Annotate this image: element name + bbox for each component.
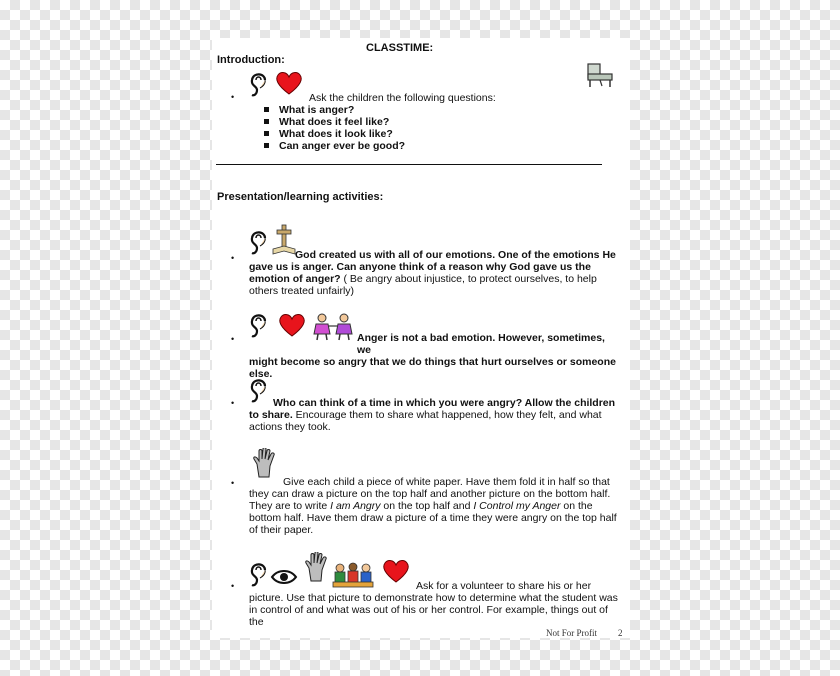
text-line: actions they took. xyxy=(249,421,331,433)
text-line xyxy=(249,500,621,512)
question-text: What does it feel like? xyxy=(279,116,390,128)
text-line: God created us with all of our emotions. One of the emotions He xyxy=(295,249,616,261)
page-title: CLASSTIME: xyxy=(366,42,434,54)
text-normal: Encourage them to share what happened, how they felt, and what xyxy=(292,409,602,421)
text-italic: I am Angry xyxy=(330,500,381,512)
question-text: Can anger ever be good? xyxy=(279,140,406,152)
text-line: of their paper. xyxy=(249,524,314,536)
text-line: picture. Use that picture to demonstrate how to determine what the student was xyxy=(249,592,618,604)
document-page xyxy=(212,38,630,638)
text-italic: I Control my Anger xyxy=(473,500,561,512)
paragraph xyxy=(249,476,621,536)
text-line: they can draw a picture on the top half and another picture on the bottom half. xyxy=(249,488,611,500)
paragraph xyxy=(249,397,621,433)
text-bold: emotion of anger? xyxy=(249,273,341,285)
text-line: bottom half. Have them draw a picture of a time they were angry on the top half xyxy=(249,512,617,524)
bullet: • xyxy=(231,398,235,408)
intro-prompt: Ask the children the following questions: xyxy=(309,92,496,104)
text-line xyxy=(249,273,621,285)
text-line: Ask for a volunteer to share his or her xyxy=(416,580,592,592)
paragraph xyxy=(249,249,621,297)
paragraph xyxy=(249,580,621,628)
text-line: else. xyxy=(249,368,273,380)
bullet: • xyxy=(231,581,235,591)
introduction-heading: Introduction: xyxy=(217,54,285,66)
list-bullet xyxy=(264,119,269,124)
question-text: What is anger? xyxy=(279,104,355,116)
text-normal: They are to write xyxy=(249,500,331,512)
text-normal: ( Be angry about injustice, to protect ourselves, to help xyxy=(340,273,597,285)
ear-icon xyxy=(248,70,270,98)
list-bullet xyxy=(264,143,269,148)
list-bullet xyxy=(264,107,269,112)
paragraph xyxy=(249,332,621,380)
page-number: 2 xyxy=(618,628,623,638)
text-line: Who can think of a time in which you were angry? Allow the children xyxy=(273,397,616,409)
bullet: • xyxy=(231,334,235,344)
text-line xyxy=(249,409,621,421)
text-normal: on the top half and xyxy=(380,500,474,512)
bullet: • xyxy=(231,253,235,263)
question-text: What does it look like? xyxy=(279,128,393,140)
text-line: gave us is anger. Can anyone think of a reason why God gave us the xyxy=(249,261,591,273)
text-line: Give each child a piece of white paper. Have them fold it in half so that xyxy=(283,476,610,488)
bullet: • xyxy=(231,478,235,488)
bullet: • xyxy=(231,92,235,102)
divider xyxy=(216,164,602,165)
text-normal: on the xyxy=(560,500,593,512)
text-line: in control of and what was out of his or her control. For example, things out of the xyxy=(249,604,608,628)
text-bold: to share. xyxy=(249,409,293,421)
chair-icon xyxy=(584,60,618,93)
list-bullet xyxy=(264,131,269,136)
text-line: might become so angry that we do things that hurt ourselves or someone xyxy=(249,356,616,368)
text-line: Anger is not a bad emotion. However, sometimes, we xyxy=(357,332,605,356)
footer-text: Not For Profit xyxy=(546,628,598,638)
presentation-heading: Presentation/learning activities: xyxy=(217,191,384,203)
heart-icon xyxy=(275,70,303,96)
text-line: others treated unfairly) xyxy=(249,285,355,297)
